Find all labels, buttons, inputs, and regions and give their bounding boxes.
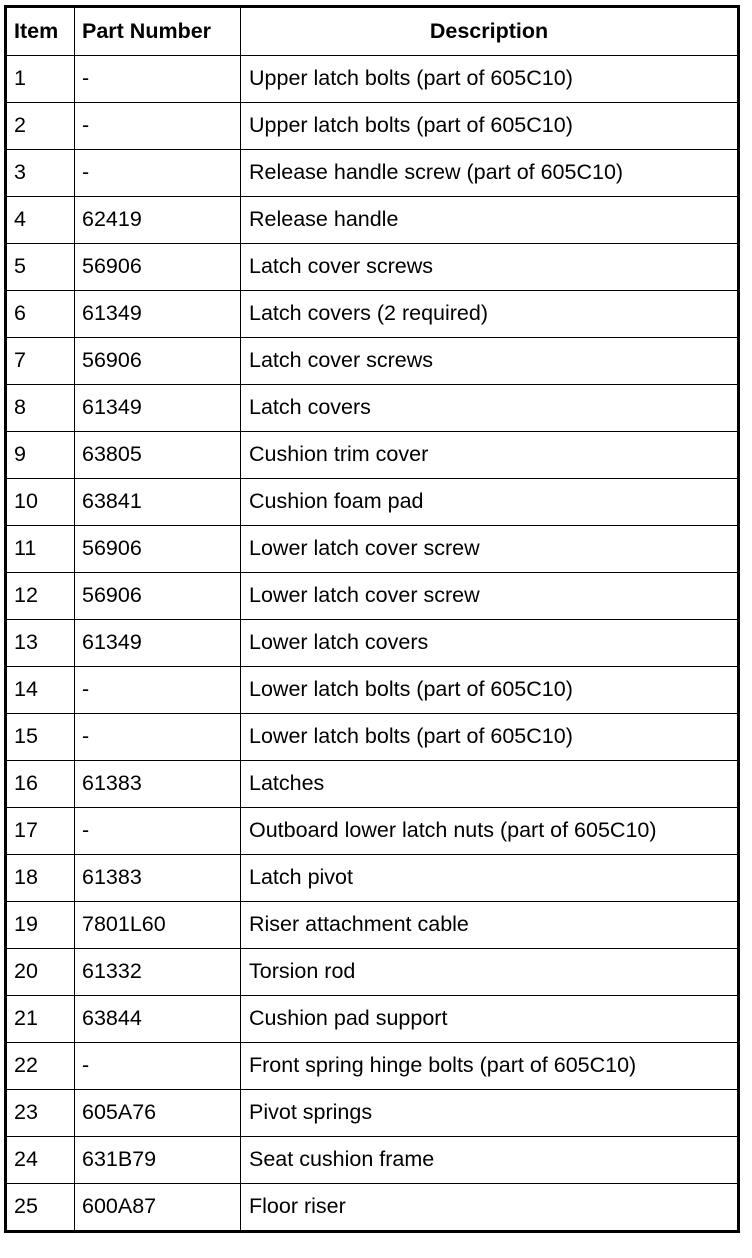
- table-row: [6, 855, 739, 902]
- description-cell: Lower latch covers: [241, 620, 739, 667]
- description-cell: Floor riser: [241, 1184, 739, 1232]
- item-cell: 21: [6, 996, 75, 1043]
- item-cell: 14: [6, 667, 75, 714]
- part-number-cell: -: [75, 1043, 241, 1090]
- table-row: [6, 1090, 739, 1137]
- table-row: [6, 761, 739, 808]
- table-row: [6, 56, 739, 103]
- table-row: [6, 1184, 739, 1232]
- column-header-item: Item: [6, 7, 75, 56]
- description-cell: Torsion rod: [241, 949, 739, 996]
- table-row: [6, 291, 739, 338]
- part-number-cell: 631B79: [75, 1137, 241, 1184]
- description-cell: Upper latch bolts (part of 605C10): [241, 56, 739, 103]
- description-cell: Lower latch cover screw: [241, 526, 739, 573]
- part-number-cell: 63805: [75, 432, 241, 479]
- column-header-part-number: Part Number: [75, 7, 241, 56]
- item-cell: 23: [6, 1090, 75, 1137]
- description-cell: Latch cover screws: [241, 244, 739, 291]
- description-cell: Lower latch bolts (part of 605C10): [241, 714, 739, 761]
- table-row: [6, 714, 739, 761]
- item-cell: 1: [6, 56, 75, 103]
- description-cell: Riser attachment cable: [241, 902, 739, 949]
- description-cell: Outboard lower latch nuts (part of 605C10): [241, 808, 739, 855]
- item-cell: 13: [6, 620, 75, 667]
- table-row: [6, 338, 739, 385]
- description-cell: Pivot springs: [241, 1090, 739, 1137]
- item-cell: 16: [6, 761, 75, 808]
- item-cell: 19: [6, 902, 75, 949]
- description-cell: Upper latch bolts (part of 605C10): [241, 103, 739, 150]
- table-row: [6, 573, 739, 620]
- table-row: [6, 808, 739, 855]
- description-cell: Latch covers: [241, 385, 739, 432]
- part-number-cell: 56906: [75, 244, 241, 291]
- table-row: [6, 1137, 739, 1184]
- part-number-cell: 600A87: [75, 1184, 241, 1232]
- description-cell: Lower latch bolts (part of 605C10): [241, 667, 739, 714]
- part-number-cell: -: [75, 150, 241, 197]
- item-cell: 24: [6, 1137, 75, 1184]
- item-cell: 15: [6, 714, 75, 761]
- table-header: [6, 7, 739, 56]
- description-cell: Cushion trim cover: [241, 432, 739, 479]
- table-row: [6, 996, 739, 1043]
- part-number-cell: 56906: [75, 573, 241, 620]
- item-cell: 8: [6, 385, 75, 432]
- column-header-description: Description: [241, 7, 739, 56]
- description-cell: Cushion pad support: [241, 996, 739, 1043]
- part-number-cell: 61349: [75, 385, 241, 432]
- table-row: [6, 667, 739, 714]
- table-row: [6, 197, 739, 244]
- item-cell: 9: [6, 432, 75, 479]
- description-cell: Latches: [241, 761, 739, 808]
- table-row: [6, 479, 739, 526]
- table-row: [6, 385, 739, 432]
- header-row: [6, 7, 739, 56]
- item-cell: 10: [6, 479, 75, 526]
- item-cell: 4: [6, 197, 75, 244]
- item-cell: 18: [6, 855, 75, 902]
- item-cell: 11: [6, 526, 75, 573]
- table-body: [6, 56, 739, 1232]
- part-number-cell: 61383: [75, 761, 241, 808]
- part-number-cell: 63841: [75, 479, 241, 526]
- item-cell: 12: [6, 573, 75, 620]
- table-row: [6, 902, 739, 949]
- part-number-cell: -: [75, 56, 241, 103]
- part-number-cell: -: [75, 714, 241, 761]
- item-cell: 17: [6, 808, 75, 855]
- item-cell: 5: [6, 244, 75, 291]
- part-number-cell: 56906: [75, 338, 241, 385]
- table-row: [6, 432, 739, 479]
- item-cell: 7: [6, 338, 75, 385]
- part-number-cell: 61383: [75, 855, 241, 902]
- table-row: [6, 949, 739, 996]
- part-number-cell: 61349: [75, 620, 241, 667]
- table-row: [6, 1043, 739, 1090]
- part-number-cell: 7801L60: [75, 902, 241, 949]
- description-cell: Latch covers (2 required): [241, 291, 739, 338]
- part-number-cell: 605A76: [75, 1090, 241, 1137]
- part-number-cell: 63844: [75, 996, 241, 1043]
- description-cell: Latch cover screws: [241, 338, 739, 385]
- table-row: [6, 526, 739, 573]
- description-cell: Latch pivot: [241, 855, 739, 902]
- item-cell: 20: [6, 949, 75, 996]
- part-number-cell: 62419: [75, 197, 241, 244]
- item-cell: 25: [6, 1184, 75, 1232]
- parts-table: [4, 5, 740, 1233]
- part-number-cell: 61349: [75, 291, 241, 338]
- item-cell: 2: [6, 103, 75, 150]
- description-cell: Seat cushion frame: [241, 1137, 739, 1184]
- description-cell: Cushion foam pad: [241, 479, 739, 526]
- table-row: [6, 244, 739, 291]
- table-row: [6, 150, 739, 197]
- description-cell: Lower latch cover screw: [241, 573, 739, 620]
- part-number-cell: -: [75, 808, 241, 855]
- part-number-cell: 56906: [75, 526, 241, 573]
- item-cell: 22: [6, 1043, 75, 1090]
- description-cell: Front spring hinge bolts (part of 605C10): [241, 1043, 739, 1090]
- item-cell: 6: [6, 291, 75, 338]
- table-row: [6, 103, 739, 150]
- part-number-cell: 61332: [75, 949, 241, 996]
- table-row: [6, 620, 739, 667]
- part-number-cell: -: [75, 667, 241, 714]
- description-cell: Release handle screw (part of 605C10): [241, 150, 739, 197]
- part-number-cell: -: [75, 103, 241, 150]
- description-cell: Release handle: [241, 197, 739, 244]
- item-cell: 3: [6, 150, 75, 197]
